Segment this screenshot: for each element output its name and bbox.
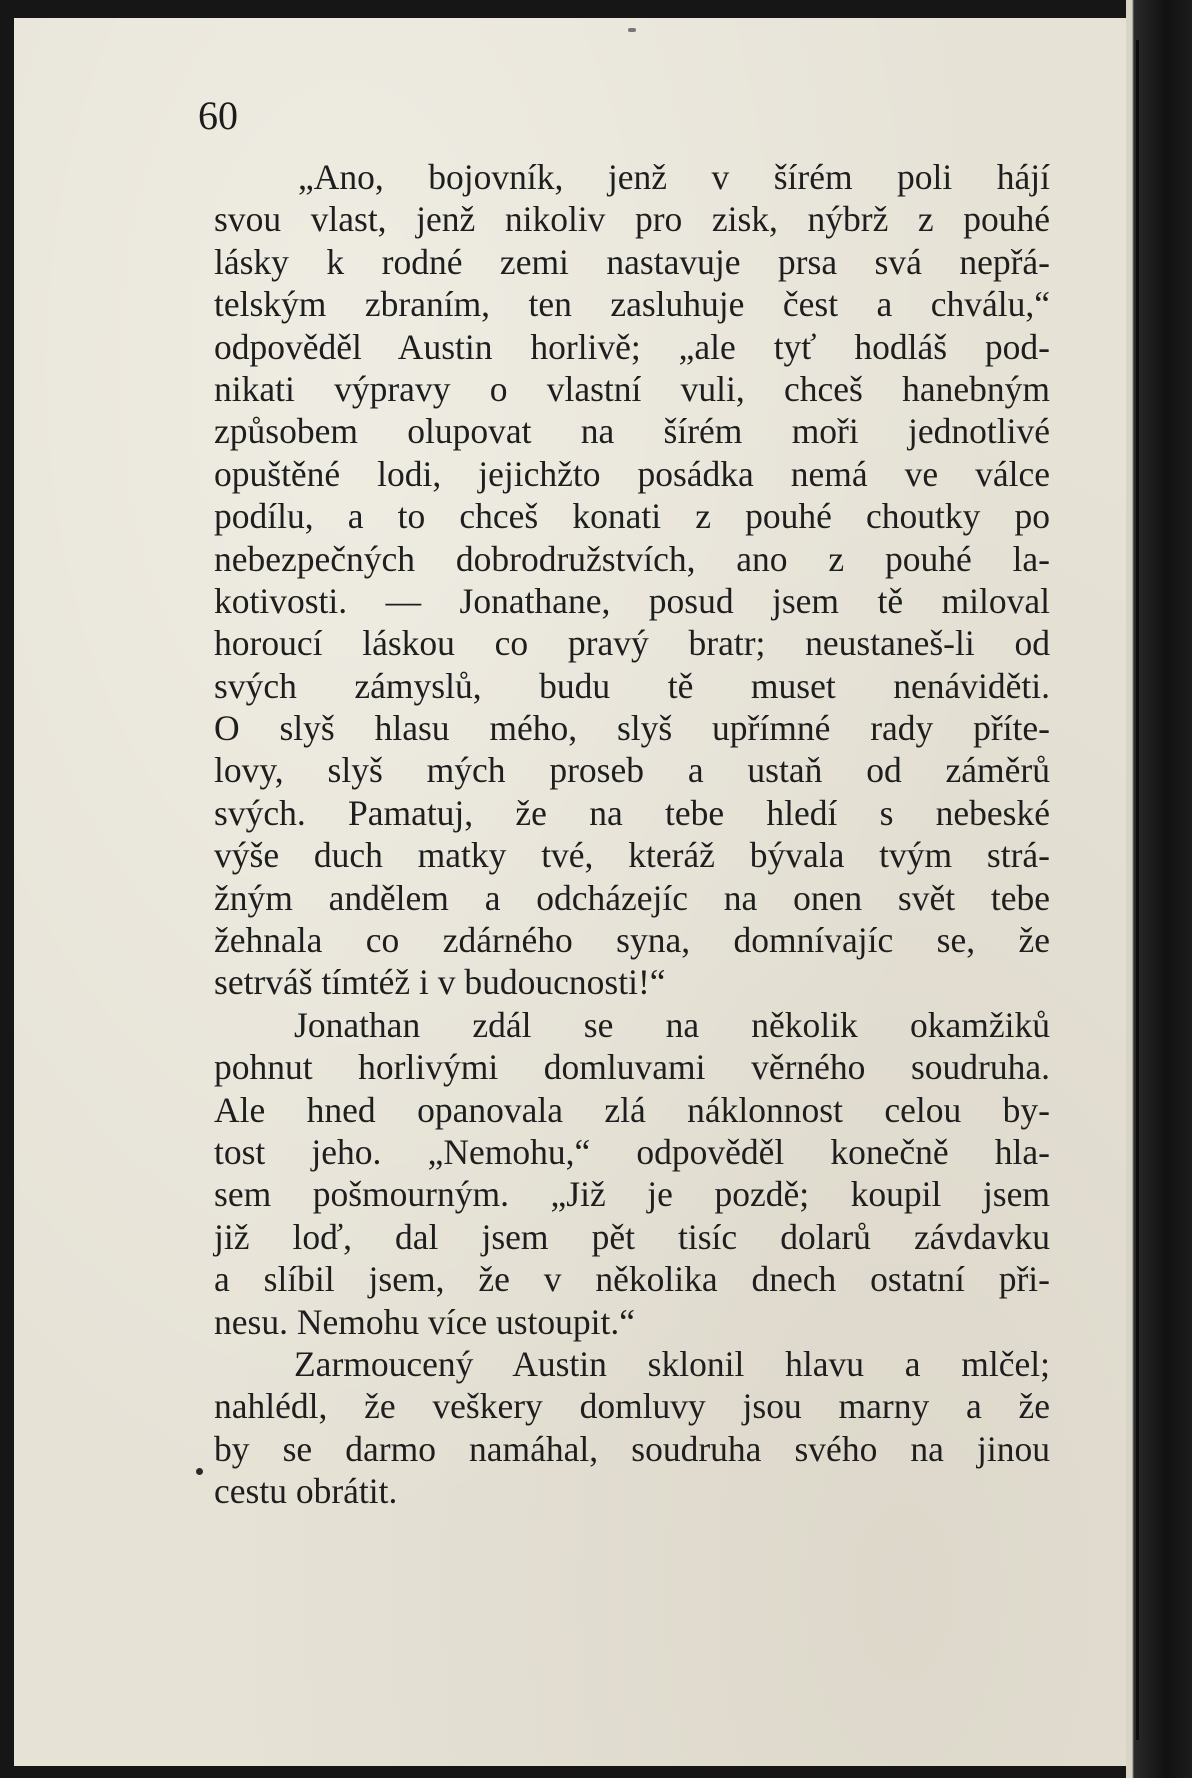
text-line: Zarmoucený Austin sklonil hlavu a mlčel; bbox=[294, 1343, 1050, 1384]
text-line: a slíbil jsem, že v několika dnech ostatní při- bbox=[214, 1259, 1050, 1300]
text-line: žným andělem a odcházejíc na onen svět tebe bbox=[214, 877, 1050, 918]
text-line: sem pošmourným. „Již je pozdě; koupil jsem bbox=[214, 1174, 1050, 1215]
text-line: svou vlast, jenž nikoliv pro zisk, nýbrž z pouhé bbox=[214, 199, 1050, 240]
text-line: Jonathan zdál se na několik okamžiků bbox=[294, 1004, 1050, 1045]
text-line: tost jeho. „Nemohu,“ odpověděl konečně hla- bbox=[214, 1131, 1050, 1172]
text-line: O slyš hlasu mého, slyš upřímné rady přítе- bbox=[214, 708, 1050, 749]
text-line: svých zámyslů, budu tě muset nenáviděti. bbox=[214, 665, 1050, 706]
text-line: pohnut horlivými domluvami věrného soudruha. bbox=[214, 1047, 1050, 1088]
text-line: lovy, slyš mých proseb a ustaň od záměrů bbox=[214, 750, 1050, 791]
text-line: by se darmo namáhal, soudruha svého na jinou bbox=[214, 1428, 1050, 1469]
text-line: svých. Pamatuj, že na tebe hledí s nebeské bbox=[214, 792, 1050, 833]
text-line: nahlédl, že veškery domluvy jsou marny a že bbox=[214, 1386, 1050, 1427]
body-text bbox=[214, 156, 1050, 1513]
page-number: 60 bbox=[198, 93, 238, 138]
text-line: horoucí láskou co pravý bratr; neustaneš-li od bbox=[214, 623, 1050, 664]
text-line: lásky k rodné zemi nastavuje prsa svá nepřá- bbox=[214, 241, 1050, 282]
text-line: cestu obrátit. bbox=[214, 1471, 398, 1512]
text-line: podílu, a to chceš konati z pouhé choutky po bbox=[214, 496, 1050, 537]
text-line: opuštěné lodi, jejichžto posádka nemá ve válce bbox=[214, 453, 1050, 494]
text-line: způsobem olupovat na šírém moři jednotlivé bbox=[214, 411, 1050, 452]
binding-line bbox=[1136, 40, 1139, 1740]
text-line: již loď, dal jsem pět tisíc dolarů závdavku bbox=[214, 1216, 1050, 1257]
text-line: odpověděl Austin horlivě; „ale tyť hodláš pod- bbox=[214, 326, 1050, 367]
scan-speck bbox=[628, 28, 636, 32]
text-line: nikati výpravy o vlastní vuli, chceš hanebným bbox=[214, 368, 1050, 409]
text-line: kotivosti. — Jonathane, posud jsem tě miloval bbox=[214, 580, 1050, 621]
text-line: výše duch matky tvé, kteráž bývala tvým strá- bbox=[214, 835, 1050, 876]
text-line: Ale hned opanovala zlá náklonnost celou by- bbox=[214, 1089, 1050, 1130]
text-line: nebezpečných dobrodružstvích, ano z pouhé la- bbox=[214, 538, 1050, 579]
margin-dot bbox=[196, 1468, 203, 1475]
text-line: „Ano, bojovník, jenž v šírém poli hájí bbox=[298, 157, 1050, 197]
text-line: žehnala co zdárného syna, domnívajíc se, že bbox=[214, 920, 1050, 961]
text-line: nesu. Nemohu více ustoupit.“ bbox=[214, 1301, 635, 1342]
text-line: setrváš tímtéž i v budoucnosti!“ bbox=[214, 962, 666, 1003]
text-line: telským zbraním, ten zasluhuje čest a chválu,“ bbox=[214, 284, 1050, 325]
